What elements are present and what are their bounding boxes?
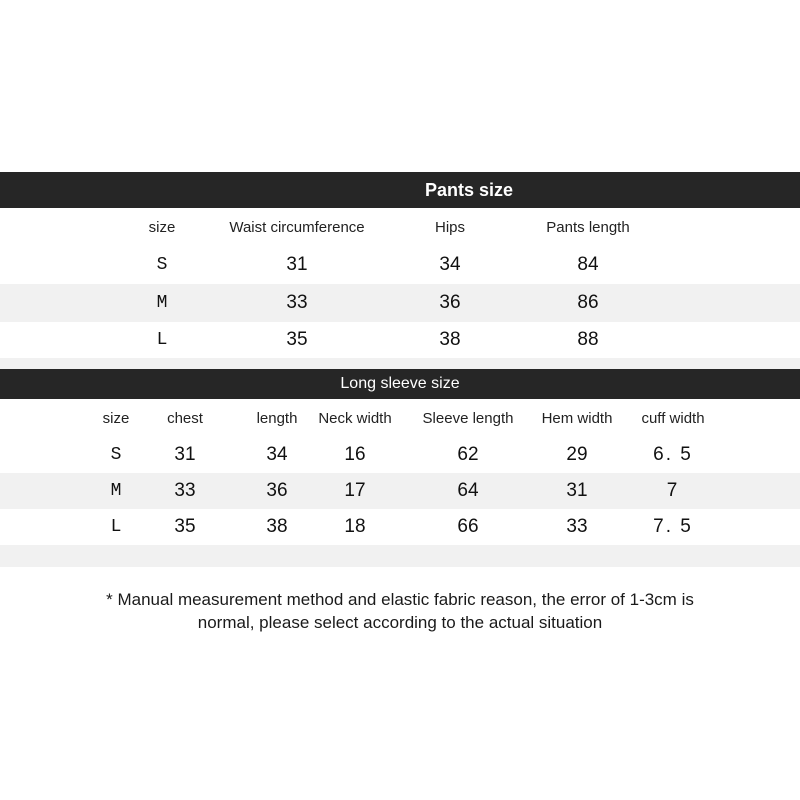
sleeve-sleeve-length-cell: 64 [457, 480, 479, 501]
sleeve-length-cell: 36 [266, 480, 288, 501]
sleeve-header-size: size [102, 409, 130, 427]
pants-length-cell: 88 [577, 329, 599, 350]
sleeve-header-row [0, 399, 800, 437]
pants-waist-cell: 31 [286, 254, 308, 275]
sleeve-header-hem-width: Hem width [541, 409, 613, 427]
pants-hips-cell: 38 [439, 329, 461, 350]
pants-size-title-bar [0, 172, 800, 208]
sleeve-length-cell: 34 [266, 444, 288, 465]
measurement-note-line-1: * Manual measurement method and elastic fabric reason, the error of 1-3cm is [106, 590, 694, 609]
sleeve-header-sleeve-length: Sleeve length [422, 409, 514, 427]
pants-header-size: size [148, 218, 176, 236]
sleeve-header-chest: chest [167, 409, 203, 427]
pants-header-hips: Hips [434, 218, 466, 236]
sleeve-size-title-bar [0, 369, 800, 399]
pants-header-length: Pants length [546, 218, 630, 236]
pants-size-cell: L [156, 330, 168, 350]
pants-size-title: Pants size [424, 179, 514, 200]
pants-table-spacer [0, 358, 800, 369]
pants-length-cell: 86 [577, 292, 599, 313]
pants-hips-cell: 34 [439, 254, 461, 275]
sleeve-header-neck-width: Neck width [318, 409, 392, 427]
sleeve-hem-cell: 33 [566, 516, 588, 537]
pants-header-row [0, 208, 800, 246]
sleeve-row-m [0, 473, 800, 509]
sleeve-neck-cell: 17 [344, 480, 366, 501]
sleeve-cuff-cell: 7 [666, 480, 680, 501]
pants-row-s [0, 246, 800, 284]
sleeve-row-s [0, 437, 800, 473]
pants-size-cell: S [156, 255, 168, 275]
sleeve-cuff-cell: 6. 5 [653, 444, 693, 465]
sleeve-hem-cell: 31 [566, 480, 588, 501]
sleeve-size-cell: L [110, 517, 122, 537]
sleeve-size-cell: M [110, 481, 122, 501]
pants-row-m [0, 284, 800, 322]
sleeve-cuff-cell: 7. 5 [653, 516, 693, 537]
sleeve-chest-cell: 35 [174, 516, 196, 537]
sleeve-table-spacer [0, 545, 800, 567]
sleeve-sleeve-length-cell: 62 [457, 444, 479, 465]
sleeve-chest-cell: 33 [174, 480, 196, 501]
sleeve-size-title: Long sleeve size [340, 375, 460, 392]
sleeve-neck-cell: 18 [344, 516, 366, 537]
measurement-note [0, 588, 800, 634]
measurement-note-line-2: normal, please select according to the actual situation [197, 613, 603, 632]
sleeve-chest-cell: 31 [174, 444, 196, 465]
sleeve-hem-cell: 29 [566, 444, 588, 465]
sleeve-neck-cell: 16 [344, 444, 366, 465]
sleeve-sleeve-length-cell: 66 [457, 516, 479, 537]
sleeve-header-cuff-width: cuff width [641, 409, 705, 427]
pants-hips-cell: 36 [439, 292, 461, 313]
pants-waist-cell: 35 [286, 329, 308, 350]
pants-size-cell: M [156, 293, 168, 313]
pants-row-l [0, 322, 800, 358]
pants-waist-cell: 33 [286, 292, 308, 313]
sleeve-size-cell: S [110, 445, 122, 465]
pants-header-waist: Waist circumference [229, 218, 365, 236]
sleeve-row-l [0, 509, 800, 545]
sleeve-length-cell: 38 [266, 516, 288, 537]
pants-length-cell: 84 [577, 254, 599, 275]
sleeve-header-length: length [256, 409, 298, 427]
